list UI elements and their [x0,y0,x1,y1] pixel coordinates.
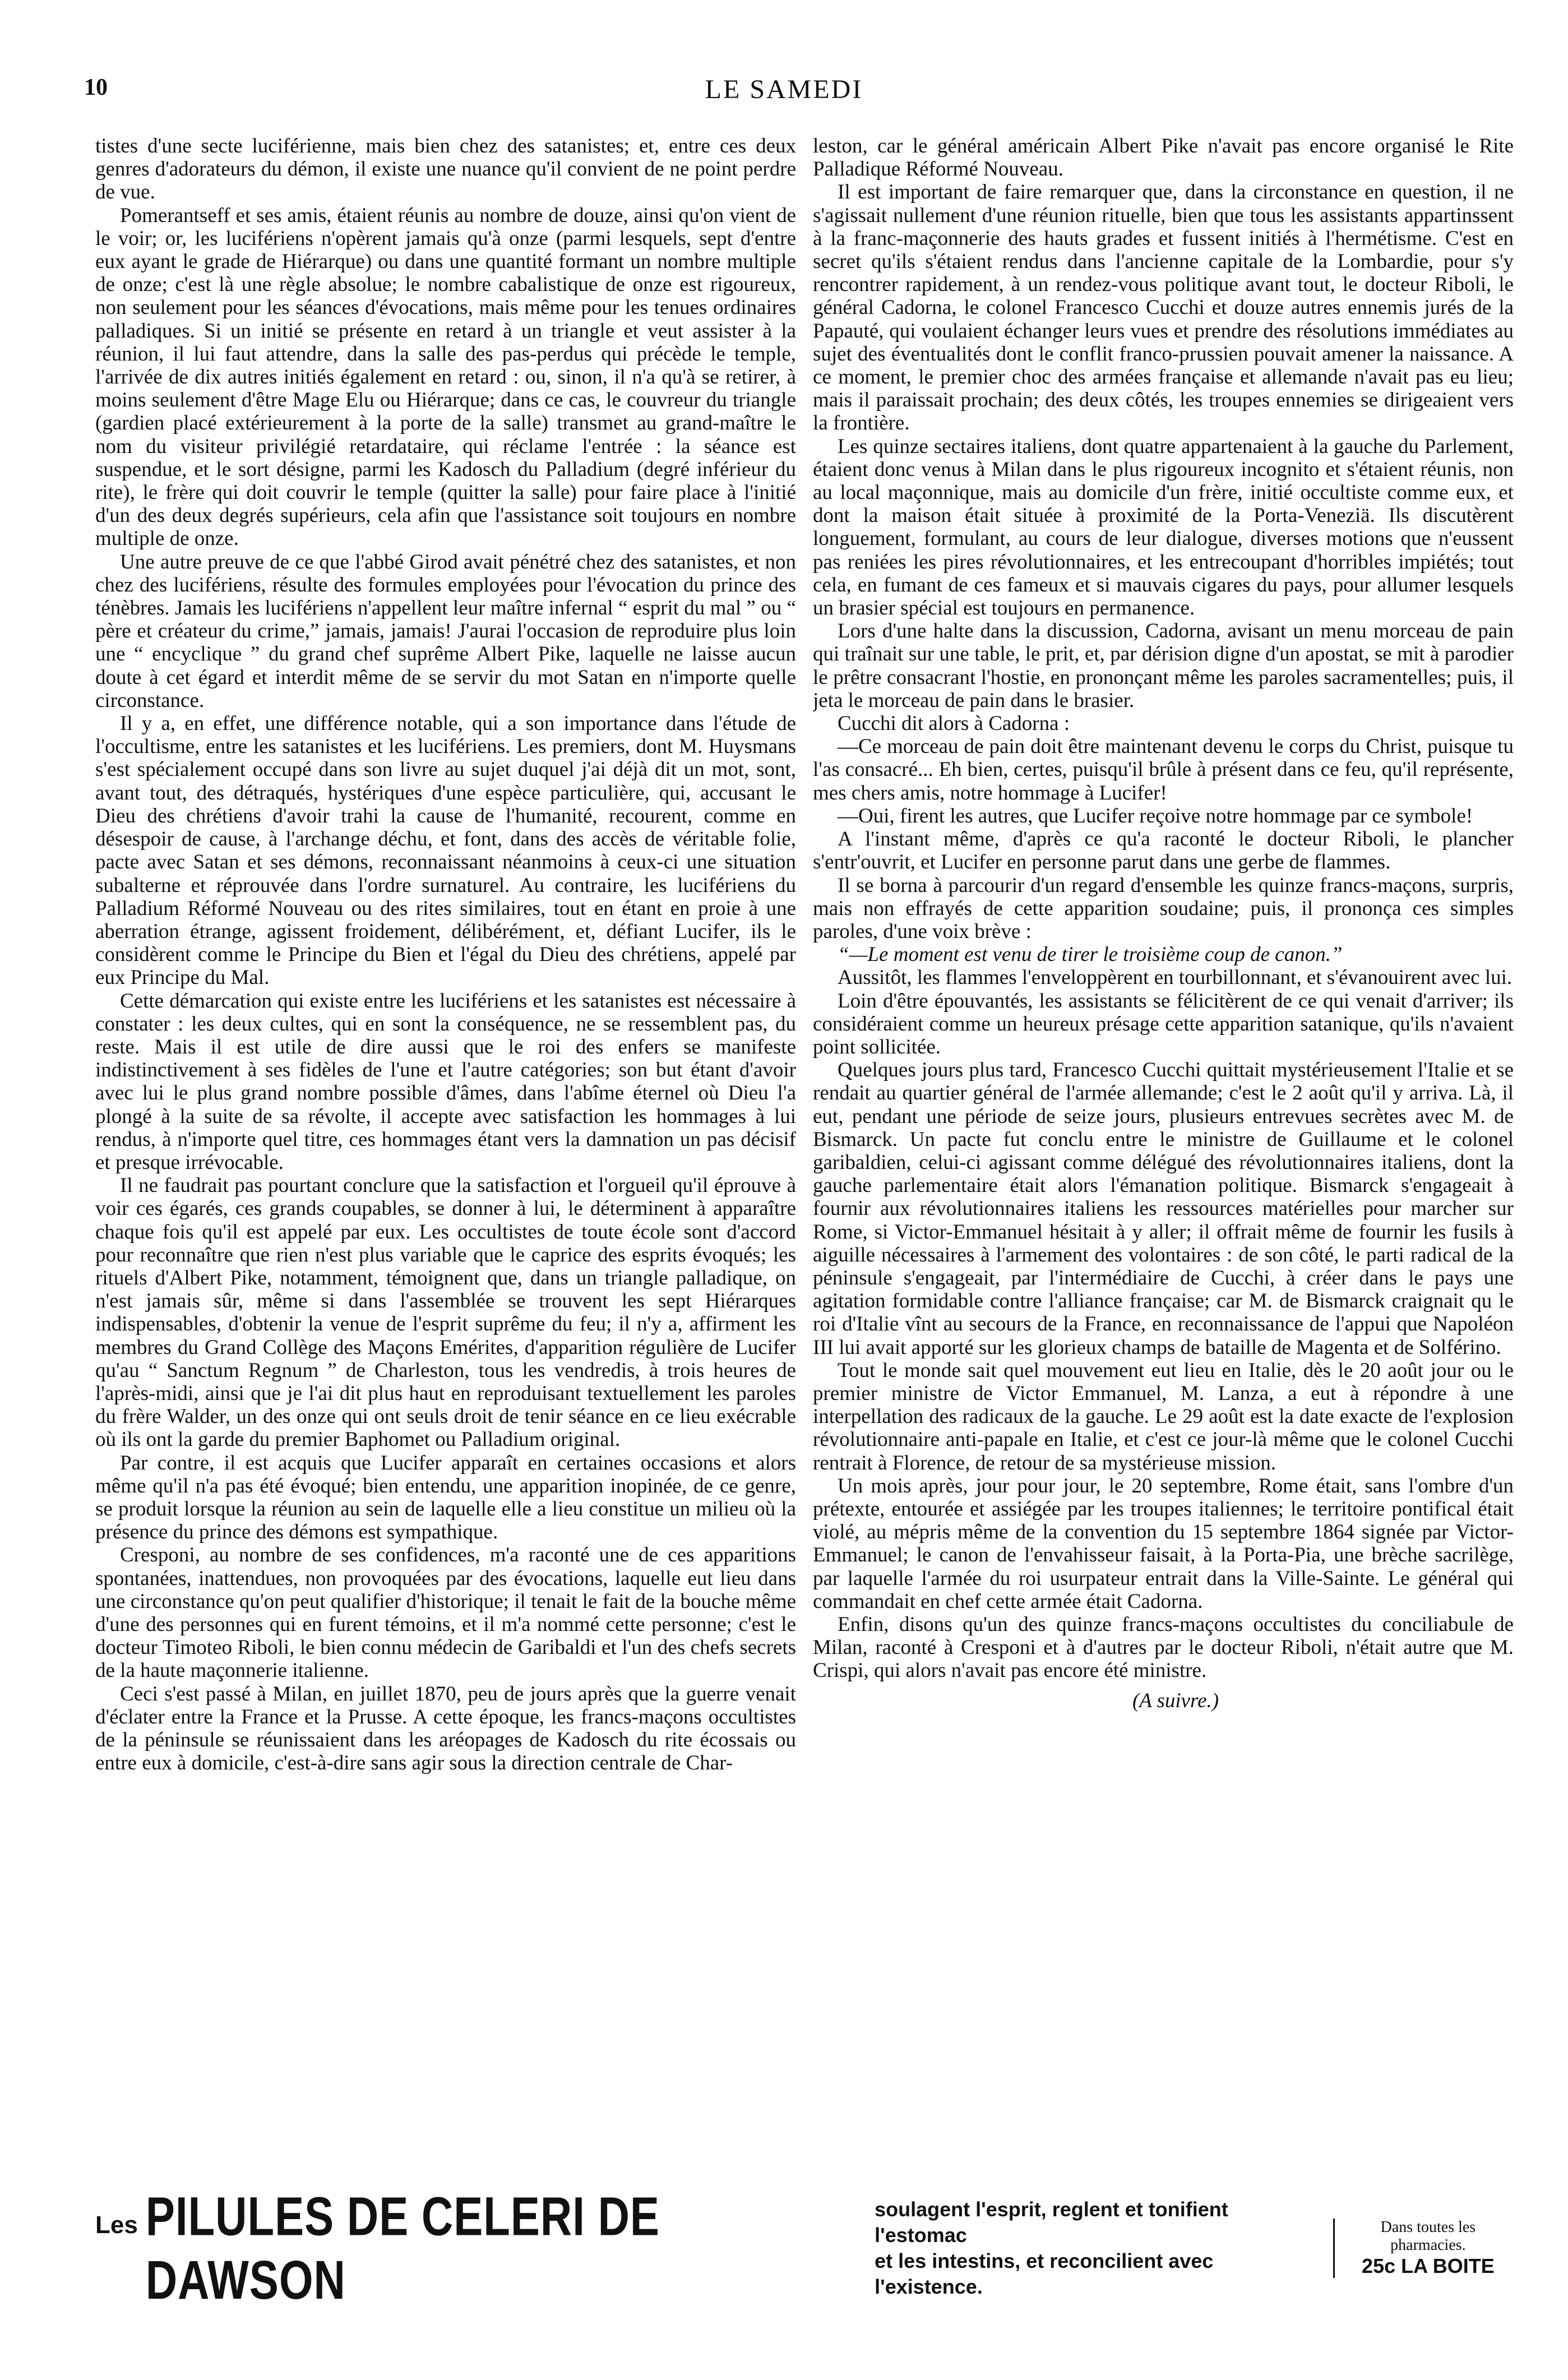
paragraph: Il est important de faire remarquer que, dans la circonstance en question, il ne s'agissait nullement d'une réunion rituelle, bien que tous les assistants appartinssent à la franc-maçonnerie des hauts grades et fussent initiés à l'hermétisme. C'est en secret qu'ils s'étaient rendus dans l'ancienne capitale de la Lombardie, pour s'y rencontrer rapidement, à un rendez-vous politique avant tout, le docteur Riboli, le général Cadorna, le colonel Francesco Cucchi et douze autres ennemis jurés de la Papauté, qui voulaient échanger leurs vues et prendre des résolutions immédiates au sujet des éventualités dont le conflit franco-prussien pouvait amener la naissance. A ce moment, le premier choc des armées française et allemande n'avait pas eu lieu; mais il paraissait prochain; des deux côtés, les troupes ennemies se dirigeaient vers la frontière. [813,181,1514,435]
paragraph: Cresponi, au nombre de ses confidences, m'a raconté une de ces apparitions spontanées, inattendues, non provoquées par des évocations, laquelle eut lieu dans une circonstance qu'on peut qualifier d'historique; il tenait le fait de la bouche même d'une des personnes qui en furent témoins, et il m'a nommé cette personne; c'est le docteur Timoteo Riboli, le bien connu médecin de Garibaldi et l'un des chefs secrets de la haute maçonnerie italienne. [95,1543,796,1683]
paragraph: Tout le monde sait quel mouvement eut lieu en Italie, dès le 20 août jour ou le premier ministre de Victor Emmanuel, M. Lanza, a eut à répondre à une interpellation des radicaux de la gauche. Le 29 août est la date exacte de l'explosion révolutionnaire anti-papale en Italie, et c'est ce jour-là même que le colonel Cucchi rentrait à Florence, de retour de sa mystérieuse mission. [813,1358,1514,1475]
paragraph: Enfin, disons qu'un des quinze francs-maçons occultistes du conciliabule de Milan, raconté à Cresponi et à d'autres par le docteur Riboli, n'était autre que M. Crispi, qui alors n'avait pas encore été ministre. [813,1613,1514,1683]
page-number: 10 [84,75,108,100]
left-column [95,135,796,2164]
paragraph: Ceci s'est passé à Milan, en juillet 1870, peu de jours après que la guerre venait d'éclater entre la France et la Prusse. A cette époque, les francs-maçons occultistes de la péninsule se réunissaient dans les aréopages de Kadosch du rite écossais ou entre eux à domicile, c'est-à-dire sans agir sous la direction centrale de Char- [95,1682,796,1775]
ad-claim-line: et les intestins, et reconcilient avec l'existence. [875,2249,1214,2298]
ad-claim [875,2197,1319,2300]
paragraph: Cette démarcation qui existe entre les lucifériens et les satanistes est nécessaire à constater : les deux cultes, qui en sont la conséquence, ne se ressemblent pas, du reste. Mais il est utile de dire aussi que le roi des enfers se manifeste indistinctivement à ses fidèles de l'une et l'autre catégories; son but étant d'avoir avec lui le plus grand nombre possible d'âmes, dans l'abîme éternel où Dieu l'a plongé à la suite de sa révolte, il accepte avec satisfaction les hommages à lui rendus, à n'importe quel titre, ces hommages étant vers la damnation un pas décisif et presque irrévocable. [95,989,796,1174]
paragraph: Il y a, en effet, une différence notable, qui a son importance dans l'étude de l'occultisme, entre les satanistes et les lucifériens. Les premiers, dont M. Huysmans s'est spécialement occupé dans son livre au sujet duquel j'ai déjà dit un mot, sont, avant tout, des détraqués, hystériques d'une espèce particulière, qui, accusant le Dieu des chrétiens d'avoir trahi la cause de l'humanité, recourent, comme en désespoir de cause, à l'archange déchu, et font, dans des accès de véritable folie, pacte avec Satan et ses démons, reconnaissant néanmoins à ceux-ci une situation subalterne et réprouvée dans l'ordre surnaturel. Au contraire, les lucifériens du Palladium Réformé Nouveau ou des rites similaires, tout en étant en proie à une aberration étrange, agissent froidement, délibérément, et, défiant Lucifer, ils le considèrent comme le Principe du Bien et l'égal du Dieu des chrétiens, appelé par eux Principe du Mal. [95,712,796,990]
paragraph: Un mois après, jour pour jour, le 20 septembre, Rome était, sans l'ombre d'un prétexte, entourée et assiégée par les troupes italiennes; le territoire pontifical était violé, au mépris même de la convention du 15 septembre 1864 signée par Victor-Emmanuel; le canon de l'envahisseur faisait, à la Porta-Pia, une brèche sacrilège, par laquelle l'armée du roi usurpateur entrait dans la Ville-Sainte. Le général qui commandait en chef cette armée était Cadorna. [813,1474,1514,1613]
ad-availability-text: Dans toutes les pharmacies. [1380,2219,1476,2254]
paragraph: Lors d'une halte dans la discussion, Cadorna, avisant un menu morceau de pain qui traînait sur une table, le prit, et, par dérision digne d'un apostat, se mit à parodier le prêtre consacrant l'hostie, en prononçant même les paroles sacramentelles; puis, il jeta le morceau de pain dans le brasier. [813,620,1514,712]
ad-price: 25c LA BOITE [1362,2254,1495,2277]
paragraph: Par contre, il est acquis que Lucifer apparaît en certaines occasions et alors même qu'il n'a pas été évoqué; bien entendu, une apparition inopinée, de ce genre, se produit lorsque la réunion au sein de laquelle elle a lieu constitue un milieu où la présence du prince des démons est sympathique. [95,1451,796,1544]
paragraph: tistes d'une secte luciférienne, mais bien chez des satanistes; et, entre ces deux genres d'adorateurs du démon, il existe une nuance qu'il convient de ne point perdre de vue. [95,135,796,204]
quoted-speech: “—Le moment est venu de tirer le troisième coup de canon.” [838,943,1343,967]
paragraph: Il ne faudrait pas pourtant conclure que la satisfaction et l'orgueil qu'il éprouve à voir ces égarés, ces grands coupables, se donner à lui, le déterminent à apparaître chaque fois qu'il est appelé par eux. Les occultistes de toute école sont d'accord pour reconnaître que rien n'est plus variable que le caprice des esprits évoqués; les rituels d'Albert Pike, notamment, témoignent que, dans un triangle palladique, on n'est jamais sûr, même si dans l'assemblée se trouvent les sept Hiérarques indispensables, d'obtenir la venue de l'esprit suprême du feu; il n'y a, affirment les membres du Grand Collège des Maçons Emérites, d'apparition régulière de Lucifer qu'au “ Sanctum Regnum ” de Charleston, tous les vendredis, à trois heures de l'après-midi, ainsi que je l'ai dit plus haut en reproduisant textuellement les paroles du frère Walder, un des onze qui ont seuls droit de tenir séance en ce lieu exécrable où ils ont la garde du premier Baphomet ou Palladium original. [95,1174,796,1452]
ad-claim-line: soulagent l'esprit, reglent et tonifient l'estomac [875,2198,1228,2247]
masthead-title: LE SAMEDI [705,75,863,104]
paragraph: Il se borna à parcourir d'un regard d'ensemble les quinze francs-maçons, surpris, mais non effrayés de cette apparition soudaine; puis, il prononça ces simples paroles, d'une voix brève : [813,874,1514,943]
to-be-continued: (A suivre.) [1132,1689,1219,1712]
dialogue-line: —Ce morceau de pain doit être maintenant devenu le corps du Christ, puisque tu l'as consacré... Eh bien, certes, puisqu'il brûle à présent dans ce feu, qu'il représente, mes chers amis, notre hommage à Lucifer! [813,735,1514,805]
advertisement-banner [95,2185,1514,2311]
paragraph: A l'instant même, d'après ce qu'a raconté le docteur Riboli, le plancher s'entr'ouvrit, et Lucifer en personne parut dans une gerbe de flammes. [813,828,1514,874]
paragraph: Pomerantseff et ses amis, étaient réunis au nombre de douze, ainsi qu'on vient de le voir; or, les lucifériens n'opèrent jamais qu'à onze (parmi lesquels, sept d'entre eux ayant le grade de Hiérarque) ou dans une quantité formant un nombre multiple de onze; c'est là une règle absolue; le nombre cabalistique de onze est rigoureux, non seulement pour les séances d'évocations, mais même pour les tenues ordinaires palladiques. Si un initié se présente en retard à un triangle et veut assister à la réunion, il lui faut attendre, dans la salle des pas-perdus qui précède le temple, l'arrivée de dix autres initiés également en retard : ou, sinon, il n'a qu'à se retirer, à moins seulement d'être Mage Elu ou Hiérarque; dans ce cas, le couvreur du triangle (gardien placé extérieurement à la porte de la salle) transmet au grand-maître le nom du visiteur privilégié retardataire, qui réclame l'entrée : la séance est suspendue, et le sort désigne, parmi les Kadosch du Palladium (degré inférieur du rite), le frère qui doit couvrir le temple (quitter la salle) pour faire place à l'initié d'un des deux degrés supérieurs, cela afin que l'assistance soit toujours en nombre multiple de onze. [95,204,796,551]
ad-availability [1333,2219,1514,2278]
paragraph: Aussitôt, les flammes l'enveloppèrent en tourbillonnant, et s'évanouirent avec lui. [838,966,1513,990]
dialogue-line: —Oui, firent les autres, que Lucifer reçoive notre hommage par ce symbole! [838,804,1473,828]
paragraph: Quelques jours plus tard, Francesco Cucchi quittait mystérieusement l'Italie et se rendait au quartier général de l'armée allemande; c'est le 2 août qu'il y arriva. Là, il eut, pendant une période de seize jours, plusieurs entrevues secrètes avec M. de Bismarck. Un pacte fut conclu entre le ministre de Guillaume et le colonel garibaldien, celui-ci agissant comme délégué des révolutionnaires italiens, dont la gauche parlementaire était alors l'émanation politique. Bismarck s'engageait à fournir aux révolutionnaires italiens les ressources matérielles pour marcher sur Rome, si Victor-Emmanuel hésitait à y aller; il offrait même de fournir les fusils à aiguille nécessaires à l'armement des volontaires : de son côté, le parti radical de la péninsule s'engageait, par l'intermédiaire de Cucchi, à créer dans le pays une agitation formidable contre l'alliance française; car M. de Bismarck craignait qu le roi d'Italie vînt au secours de la France, en reconnaissance de l'appui que Napoléon III lui avait apporté sur les glorieux champs de bataille de Magenta et de Solférino. [813,1059,1514,1359]
ad-brand-name: PILULES DE CELERI DE DAWSON [145,2185,660,2311]
paragraph: Loin d'être épouvantés, les assistants se félicitèrent de ce qui venait d'arriver; ils considéraient comme un heureux présage cette apparition satanique, qu'ils n'avaient point sollicitée. [813,989,1514,1059]
paragraph: Cucchi dit alors à Cadorna : [838,712,1070,736]
ad-prefix: Les [95,2211,138,2239]
right-column [813,135,1514,2164]
paragraph: leston, car le général américain Albert Pike n'avait pas encore organisé le Rite Palladique Réformé Nouveau. [813,135,1514,181]
paragraph: Les quinze sectaires italiens, dont quatre appartenaient à la gauche du Parlement, étaient donc venus à Milan dans le plus rigoureux incognito et s'étaient réunis, non au local maçonnique, mais au domicile d'un frère, initié occultiste comme eux, et dont la maison était située à proximité de la Porta-Veneziä. Ils discutèrent longuement, formulant, au cours de leur dialogue, diverses motions que n'eussent pas reniées les pires révolutionnaires, et les entrecoupant d'horribles impiétés; tout cela, en fumant de ces fameux et si mauvais cigares du pays, pour allumer lesquels un brasier spécial est toujours en permanence. [813,435,1514,620]
paragraph: Une autre preuve de ce que l'abbé Girod avait pénétré chez des satanistes, et non chez des lucifériens, résulte des formules employées pour l'évocation du prince des ténèbres. Jamais les lucifériens n'appellent leur maître infernal “ esprit du mal ” ou “ père et créateur du crime,” jamais, jamais! J'aurai l'occasion de reproduire plus loin une “ encyclique ” du grand chef suprême Albert Pike, laquelle ne laisse aucun doute à cet égard et interdit même de se servir du mot Satan en n'importe quelle circonstance. [95,550,796,712]
